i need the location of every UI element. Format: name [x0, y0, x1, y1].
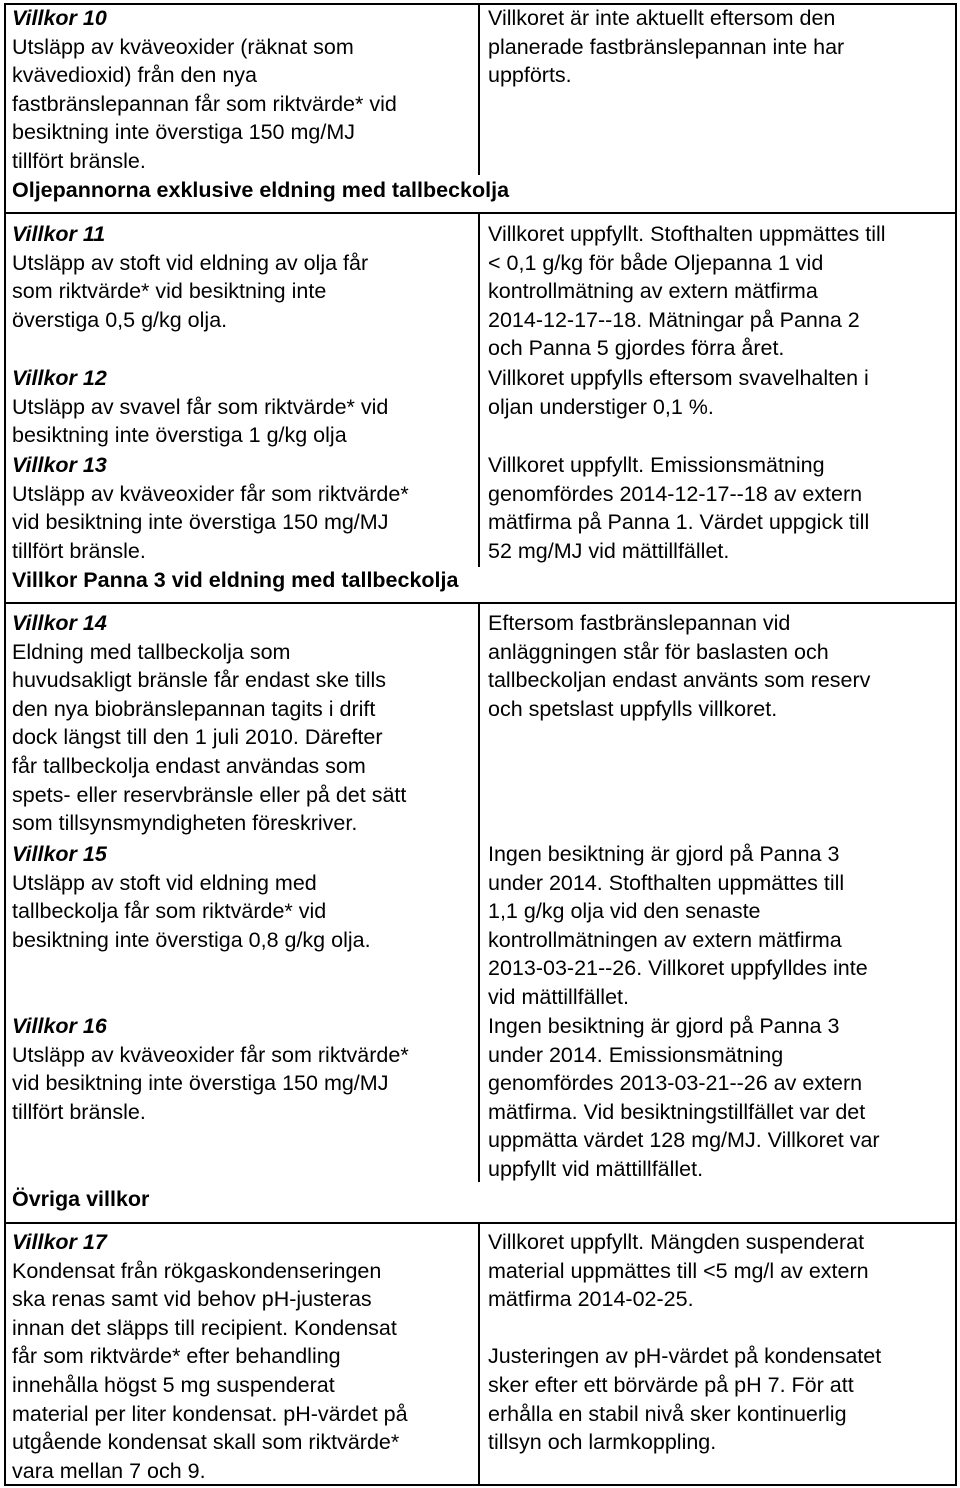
status-text-line: planerade fastbränslepannan inte har [488, 34, 845, 59]
condition-text-line: Utsläpp av kväveoxider får som riktvärde* [12, 1042, 409, 1067]
condition-text-line: som tillsynsmyndigheten föreskriver. [12, 811, 358, 836]
status-text-line: uppmätta värdet 128 mg/MJ. Villkoret var [488, 1128, 880, 1153]
condition-text-line: Utsläpp av kväveoxider får som riktvärde* [12, 481, 409, 506]
table-rule [478, 602, 480, 1182]
status-text-line: anläggningen står för baslasten och [488, 639, 829, 664]
status-text-line: och Panna 5 gjordes förra året. [488, 336, 785, 361]
status-text-line: Villkoret uppfyllt. Emissionsmätning [488, 453, 825, 477]
condition-16 [12, 1012, 409, 1126]
table-rule [955, 3, 957, 1486]
condition-text-line: Utsläpp av stoft vid eldning med [12, 870, 317, 895]
condition-text-line: den nya biobränslepannan tagits i drift [12, 696, 376, 721]
condition-text-line: vid besiktning inte överstiga 150 mg/MJ [12, 1071, 389, 1096]
condition-15-status [488, 840, 868, 1012]
status-text-line: 52 mg/MJ vid mättillfället. [488, 538, 730, 563]
condition-text-line: ska renas samt vid behov pH-justeras [12, 1287, 372, 1312]
table-rule [4, 212, 957, 214]
condition-text-line: huvudsakligt bränsle får endast ske tills [12, 668, 387, 693]
status-text-line: sker efter ett börvärde på pH 7. För att [488, 1372, 854, 1397]
table-rule [4, 602, 957, 604]
condition-text-line: tillfört bränsle. [12, 1099, 146, 1124]
condition-text-line: innan det släpps till recipient. Kondensat [12, 1315, 397, 1340]
status-text-line [488, 1314, 881, 1343]
condition-text-line: Eldning med tallbeckolja som [12, 639, 291, 664]
condition-text-line: Kondensat från rökgaskondenseringen [12, 1258, 382, 1283]
table-rule [4, 3, 6, 1486]
condition-text-line: överstiga 0,5 g/kg olja. [12, 307, 228, 332]
condition-17 [12, 1228, 408, 1485]
status-text-line: Villkoret uppfyllt. Stofthalten uppmättes till [488, 222, 886, 246]
table-rule [4, 1222, 957, 1224]
condition-16-status [488, 1012, 880, 1184]
status-text-line: material uppmättes till <5 mg/l av extern [488, 1258, 869, 1283]
condition-text-line: utgående kondensat skall som riktvärde* [12, 1430, 400, 1455]
condition-15 [12, 840, 371, 954]
status-text-line: vid mättillfället. [488, 984, 629, 1009]
status-text-line: genomfördes 2013-03-21--26 av extern [488, 1071, 863, 1096]
section-heading-other-conditions: Övriga villkor [12, 1187, 150, 1211]
condition-title: Villkor 16 [12, 1014, 107, 1038]
status-text-line: oljan understiger 0,1 %. [488, 394, 714, 419]
status-text-line: < 0,1 g/kg för både Oljepanna 1 vid [488, 250, 824, 275]
condition-title: Villkor 12 [12, 366, 107, 390]
condition-11-status [488, 220, 886, 363]
status-text-line: under 2014. Stofthalten uppmättes till [488, 870, 845, 895]
condition-text-line: vid besiktning inte överstiga 150 mg/MJ [12, 510, 389, 535]
condition-10-status [488, 4, 844, 90]
status-text-line: erhålla en stabil nivå sker kontinuerlig [488, 1401, 847, 1426]
status-text-line: uppfyllt vid mättillfället. [488, 1156, 704, 1181]
status-text-line: tillsyn och larmkoppling. [488, 1430, 717, 1455]
status-text-line: Villkoret uppfyllt. Mängden suspenderat [488, 1230, 865, 1254]
condition-14-status [488, 609, 870, 723]
status-text-line: Villkoret är inte aktuellt eftersom den [488, 6, 836, 30]
condition-title: Villkor 10 [12, 6, 107, 30]
condition-text-line: fastbränslepannan får som riktvärde* vid [12, 91, 397, 116]
condition-title: Villkor 17 [12, 1230, 107, 1254]
status-text-line: Villkoret uppfylls eftersom svavelhalten i [488, 366, 869, 390]
condition-text-line: besiktning inte överstiga 150 mg/MJ [12, 120, 355, 145]
status-text-line: 1,1 g/kg olja vid den senaste [488, 899, 761, 924]
condition-text-line: tillfört bränsle. [12, 148, 146, 173]
status-text-line: uppförts. [488, 63, 572, 88]
condition-title: Villkor 15 [12, 842, 107, 866]
condition-text-line: tillfört bränsle. [12, 538, 146, 563]
condition-13 [12, 451, 409, 565]
status-text-line: och spetslast uppfylls villkoret. [488, 696, 778, 721]
status-text-line: 2013-03-21--26. Villkoret uppfylldes inte [488, 956, 868, 981]
table-rule [478, 3, 480, 175]
condition-title: Villkor 14 [12, 611, 107, 635]
condition-12 [12, 364, 388, 450]
condition-title: Villkor 11 [12, 222, 106, 246]
status-text-line: Justeringen av pH-värdet på kondensatet [488, 1344, 882, 1369]
condition-13-status [488, 451, 869, 565]
status-text-line: mätfirma på Panna 1. Värdet uppgick till [488, 510, 870, 535]
condition-10 [12, 4, 397, 176]
status-text-line: Eftersom fastbränslepannan vid [488, 611, 791, 635]
condition-text-line: tallbeckolja får som riktvärde* vid [12, 899, 327, 924]
condition-text-line: material per liter kondensat. pH-värdet på [12, 1401, 408, 1426]
status-text-line: genomfördes 2014-12-17--18 av extern [488, 481, 863, 506]
condition-text-line: besiktning inte överstiga 0,8 g/kg olja. [12, 927, 371, 952]
condition-17-status [488, 1228, 881, 1457]
condition-text-line: besiktning inte överstiga 1 g/kg olja [12, 423, 347, 448]
section-heading-oil-boilers: Oljepannorna exklusive eldning med tallbeckolja [12, 178, 510, 202]
condition-text-line: Utsläpp av stoft vid eldning av olja får [12, 250, 369, 275]
condition-text-line: dock längst till den 1 juli 2010. Därefter [12, 725, 383, 750]
condition-14 [12, 609, 406, 838]
status-text-line: under 2014. Emissionsmätning [488, 1042, 784, 1067]
status-text-line: 2014-12-17--18. Mätningar på Panna 2 [488, 307, 860, 332]
condition-text-line: som riktvärde* vid besiktning inte [12, 279, 327, 304]
status-text-line: Ingen besiktning är gjord på Panna 3 [488, 1014, 840, 1038]
status-text-line: mätfirma. Vid besiktningstillfället var det [488, 1099, 866, 1124]
condition-text-line: innehålla högst 5 mg suspenderat [12, 1372, 335, 1397]
status-text-line: mätfirma 2014-02-25. [488, 1287, 694, 1312]
condition-text-line: kvävedioxid) från den nya [12, 63, 258, 88]
condition-text-line: får tallbeckolja endast användas som [12, 753, 366, 778]
status-text-line: kontrollmätning av extern mätfirma [488, 279, 818, 304]
condition-text-line: Utsläpp av svavel får som riktvärde* vid [12, 394, 389, 419]
condition-text-line: får som riktvärde* efter behandling [12, 1344, 341, 1369]
status-text-line: Ingen besiktning är gjord på Panna 3 [488, 842, 840, 866]
condition-11 [12, 220, 368, 334]
status-text-line: kontrollmätningen av extern mätfirma [488, 927, 842, 952]
status-text-line: tallbeckoljan endast använts som reserv [488, 668, 871, 693]
table-rule [478, 1222, 480, 1486]
condition-text-line: Utsläpp av kväveoxider (räknat som [12, 34, 354, 59]
section-heading-boiler-3: Villkor Panna 3 vid eldning med tallbeckolja [12, 568, 459, 592]
condition-text-line: spets- eller reservbränsle eller på det sätt [12, 782, 407, 807]
condition-text-line: vara mellan 7 och 9. [12, 1458, 206, 1483]
condition-12-status [488, 364, 869, 421]
condition-title: Villkor 13 [12, 453, 107, 477]
table-rule [478, 212, 480, 567]
